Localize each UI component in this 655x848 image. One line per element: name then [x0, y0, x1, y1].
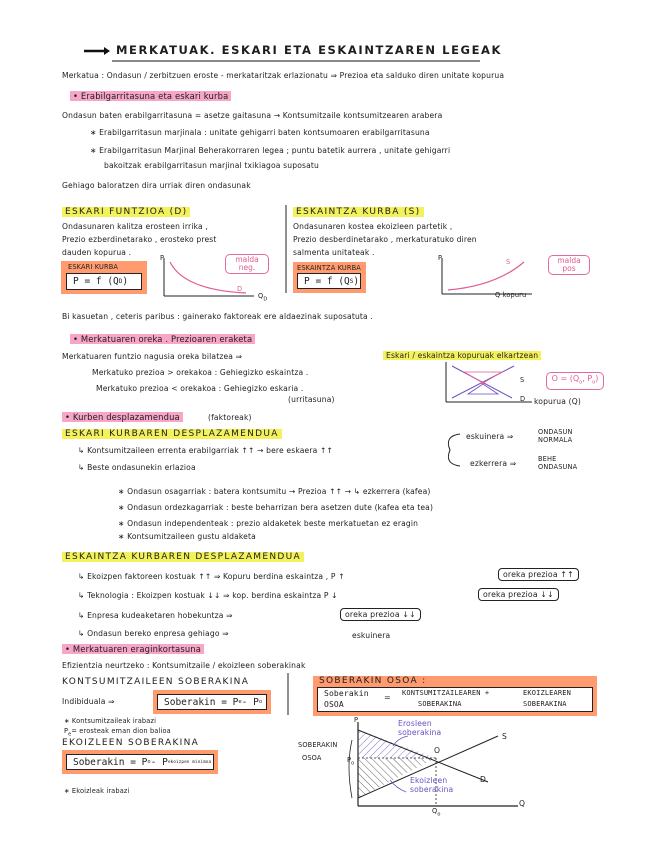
oreka-graph	[442, 360, 532, 408]
oreka-axis-q: kopurua (Q)	[534, 397, 581, 406]
kontsumitzaile-note-2: $P_e=$ erosteak eman dion balioa	[64, 727, 171, 738]
eskaintza-axis-q: Q kopuru	[495, 291, 527, 299]
eskaintza-text-1: Ondasunaren kostea ekoizleen partetik ,	[293, 222, 453, 231]
divider-vertical-2	[286, 673, 290, 717]
behe-ondasuna: BEHE ONDASUNA	[538, 455, 578, 471]
eskari-funtzioa-heading: ESKARI FUNTZIOA (D)	[62, 207, 190, 217]
eskaintza-curve-s: S	[506, 258, 511, 266]
graph-point-o: O	[434, 746, 441, 755]
ekoizle-formula-box: Soberakin = P o - P ekoizpen minimoa	[66, 754, 214, 770]
eskari-formula-box: P = f (Q D )	[66, 273, 142, 290]
eskari-desp-right-1: eskuinera ⇒	[466, 432, 514, 441]
so-eq: =	[384, 693, 391, 702]
so-left-2: OSOA	[324, 700, 344, 709]
gehiago-line: Gehiago baloratzen dira urriak diren ondasunak	[62, 181, 251, 190]
eskari-axis-p: P	[160, 254, 165, 262]
graph-axis-p: P	[354, 716, 359, 724]
eskari-desp-brace	[440, 432, 464, 468]
efizientzia-line: Efizientzia neurtzeko : Kontsumitzaile / ekoizleen soberakinak	[62, 661, 306, 670]
eskari-desp-1: ↳ Kontsumitzaileen errenta erabilgarriak ↑↑ → bere eskaera ↑↑	[78, 446, 334, 455]
oreka-prezioa-behera-box: oreka prezioa ↓↓	[478, 588, 559, 601]
so-mid-1: KONTSUMITZAILEAREN +	[402, 689, 490, 697]
oreka-prezioa-behera-box-2: oreka prezioa ↓↓	[340, 608, 421, 621]
erabilgarritasun-legea: ∗ Erabilgarritasun Marjinal Beherakorraren legea ; puntu batetik aurrera , unitate gehigarri	[90, 146, 451, 155]
eskari-text-2: Prezio ezberdinetarako , erosteko prest	[62, 235, 217, 244]
kurben-note: (faktoreak)	[208, 413, 252, 422]
eskaintza-desp-3: ↳ Enpresa kudeaketaren hobekuntza ⇒	[78, 611, 233, 620]
oreka-curve-s: S	[520, 376, 525, 384]
erabilgarritasuna-line: Ondasun baten erabilgarritasuna = asetze gaitasuna → Kontsumitzaile kontsumitzearen arabera	[62, 111, 443, 120]
graph-erosleen-label: Erosleen soberakina	[398, 719, 442, 737]
eskaintza-desplazamendua-heading: ESKAINTZA KURBAREN DESPLAZAMENDUA	[62, 552, 304, 562]
so-mid-2: SOBERAKINA	[418, 700, 462, 708]
eskari-desp-gustu: ∗ Kontsumitzaileen gustu aldaketa	[118, 532, 256, 541]
eskari-curve-d: D	[237, 285, 243, 293]
graph-soberakin-osoa-1: SOBERAKIN	[298, 741, 338, 749]
eskaintza-kurba-label: ESKAINTZA KURBA	[297, 264, 361, 272]
eskari-text-1: Ondasunaren kalitza erosteen irrika ,	[62, 222, 208, 231]
eskaintza-formula-box: P = f (Q S )	[297, 273, 361, 289]
so-right-2: SOBERAKINA	[523, 700, 567, 708]
eskaintza-desp-1: ↳ Ekoizpen faktoreen kostuak ↑↑ ⇒ Kopuru berdina eskaintza , P ↑	[78, 572, 345, 581]
divider-vertical	[284, 205, 288, 295]
graph-curve-d: D	[480, 775, 486, 784]
ekoizleen-soberakina-heading: EKOIZLEEN SOBERAKINA	[62, 738, 200, 748]
ekoizle-note: ∗ Ekoizleak irabazi	[64, 787, 130, 795]
eskari-desp-right-2: ezkerrera ⇒	[470, 459, 517, 468]
eskari-axis-q: $Q_D$	[258, 292, 268, 303]
eskaintza-desp-4: ↳ Ondasun bereko enpresa gehiago ⇒	[78, 629, 229, 638]
malda-positiboa-note: malda pos	[548, 255, 590, 275]
graph-axis-qo: $Q_o$	[432, 807, 441, 818]
oreka-bullet-2-note: (urritasuna)	[288, 395, 335, 404]
oreka-curve-d: D	[520, 395, 526, 403]
malda-negatiboa-note: malda neg.	[225, 254, 269, 274]
indibiduala-label: Indibiduala ⇒	[62, 697, 115, 706]
section-kurben: • Kurben desplazamendua	[62, 412, 183, 422]
eskaintza-kurba-heading: ESKAINTZA KURBA (S)	[293, 207, 424, 217]
graph-curve-s: S	[502, 732, 507, 741]
eskari-desp-ordezkagarriak: ∗ Ondasun ordezkagarriak : beste beharrizan bera asetzen dute (kafea eta tea)	[118, 503, 434, 512]
eskaintza-text-3: salmenta unitateak .	[293, 248, 375, 257]
oreka-line: Merkatuaren funtzio nagusia oreka bilatzea ⇒	[62, 352, 243, 361]
kontsumitzaile-formula-box: Soberakin = P e - P o	[157, 694, 267, 710]
soberakin-osoa-heading: SOBERAKIN OSOA :	[319, 676, 427, 686]
page-title: MERKATUAK. ESKARI ETA ESKAINTZAREN LEGEAK	[116, 43, 503, 57]
kontsumitzaileen-soberakina-heading: KONTSUMITZAILEEN SOBERAKINA	[62, 677, 250, 687]
eskaintza-desp-2: ↳ Teknologia : Ekoizpen kostuak ↓↓ ⇒ kop. berdina eskaintza P ↓	[78, 591, 338, 600]
oreka-bullet-2: Merkatuko prezioa < orekakoa : Gehiegizko eskaria .	[96, 384, 304, 393]
erabilgarritasun-marjinala: ∗ Erabilgarritasun marjinala : unitate gehigarri baten kontsumoaren erabilgarritasuna	[90, 128, 430, 137]
graph-axis-q: Q	[519, 799, 526, 808]
eskaintza-desp-4-eskuinera: eskuinera	[352, 631, 391, 640]
eskaintza-text-2: Prezio desberdinetarako , merkaturatuko diren	[293, 235, 477, 244]
eskari-desplazamendua-heading: ESKARI KURBAREN DESPLAZAMENDUA	[62, 429, 282, 439]
eskari-text-3: dauden kopurua .	[62, 248, 132, 257]
eskari-desp-independenteak: ∗ Ondasun independenteak : prezio aldaketek beste merkatuetan ez eragin	[118, 519, 419, 528]
oreka-prezioa-gora-box: oreka prezioa ↑↑	[498, 568, 579, 581]
graph-ekoizleen-label: Ekoizleen soberakina	[410, 776, 454, 794]
title-arrow-icon	[84, 47, 110, 55]
section-eraginkortasuna: • Merkatuaren eraginkortasuna	[62, 644, 204, 654]
kontsumitzaile-note-1: ∗ Kontsumitzaileak irabazi	[64, 717, 157, 725]
eskari-kurba-label: ESKARI KURBA	[68, 263, 119, 271]
ceteris-paribus-line: Bi kasuetan , ceteris paribus : gainerako faktoreak ere aldaezinak suposatuta .	[62, 312, 373, 321]
erabilgarritasun-legea-cont: bakoitzak erabilgarritasun marjinal txikiagoa suposatu	[104, 161, 319, 170]
oreka-bullet-1: Merkatuko prezioa > orekakoa : Gehiegizko eskaintza .	[92, 368, 309, 377]
oreka-highlight: Eskari / eskaintza kopuruak elkartzean	[383, 351, 541, 360]
merkatua-definition: Merkatua : Ondasun / zerbitzuen eroste - merkataritzak erlazionatu ⇒ Prezioa eta salduko diren unitate kopurua	[62, 71, 505, 80]
eskari-desp-2: ↳ Beste ondasunekin erlazioa	[78, 463, 196, 472]
graph-axis-po: $P_o$	[347, 756, 355, 767]
eskari-desp-osagarriak: ∗ Ondasun osagarriak : batera kontsumitu → Prezioa ↑↑ → ↳ ezkerrera (kafea)	[118, 487, 431, 496]
oreka-point-label: $O = (Q_o$, $P_o$)	[546, 372, 604, 390]
ondasun-normala: ONDASUN NORMALA	[538, 428, 573, 444]
so-right-1: EKOIZLEAREN	[523, 689, 572, 697]
graph-soberakin-osoa-2: OSOA	[302, 754, 322, 762]
so-left-1: Soberakin	[324, 689, 369, 698]
section-oreka: • Merkatuaren oreka . Prezioaren eraketa	[70, 334, 255, 344]
title-underline	[112, 60, 482, 63]
eskaintza-axis-p: P	[438, 254, 443, 262]
section-erabilgarritasuna: • Erabilgarritasuna eta eskari kurba	[70, 91, 231, 101]
